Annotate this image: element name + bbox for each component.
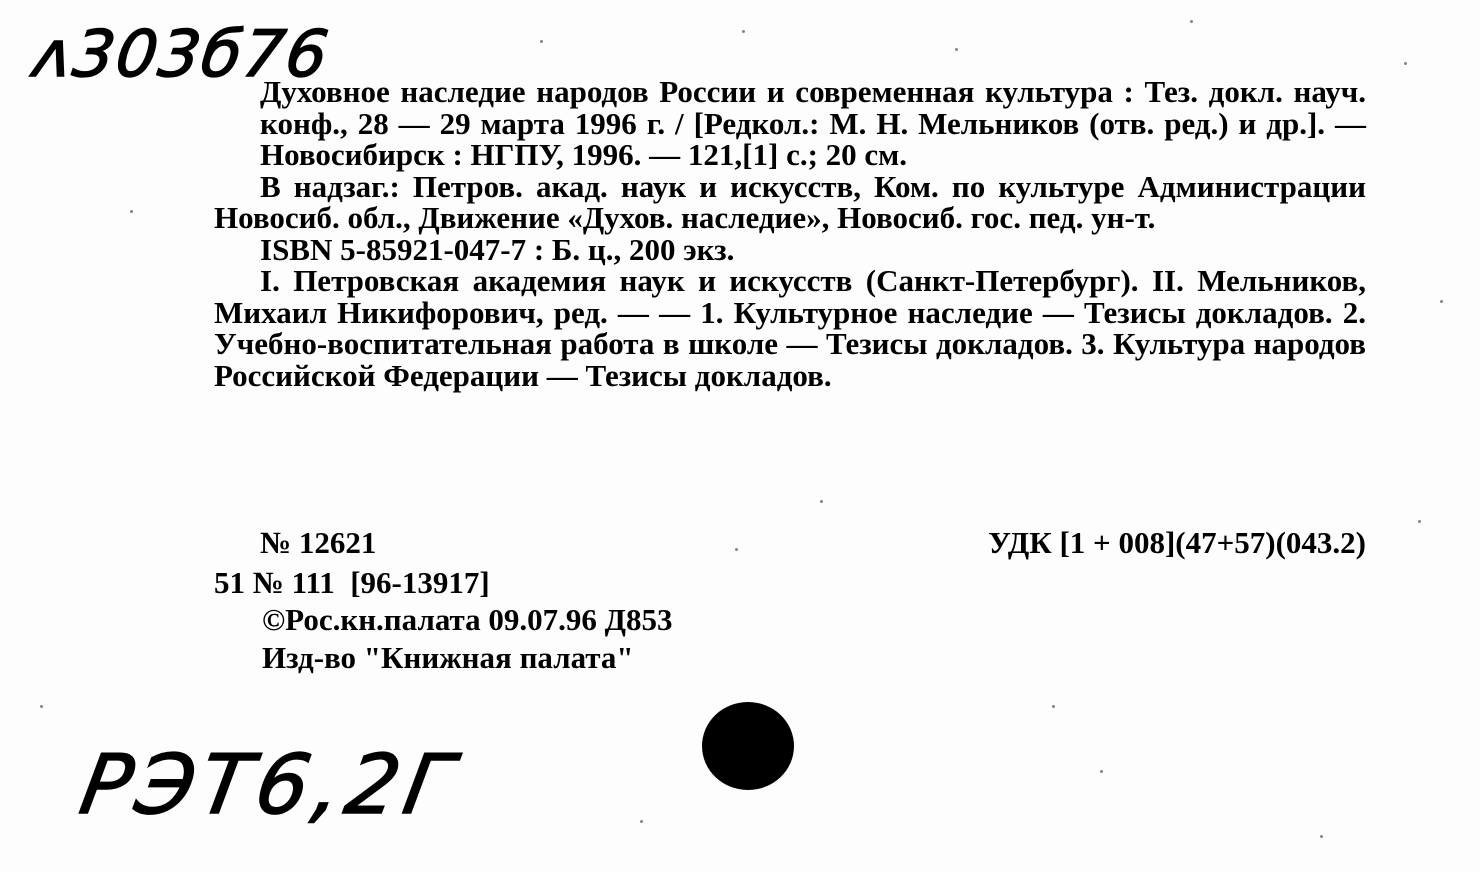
footer-line-2: ©Рос.кн.палата 09.07.96 Д853 [262, 602, 673, 637]
handwritten-shelf-mark-top: ʌ303б76 [28, 18, 335, 92]
footer-line-3: Изд-во "Книжная палата" [262, 640, 634, 675]
punch-hole [702, 702, 794, 790]
handwritten-shelf-mark-bottom: РЭТ6,2Г [73, 738, 466, 833]
entry-subject-headings: I. Петровская академия наук и искусств (Санкт-Петербург). II. Мельников, Михаил Никифорович, ред. — — 1. Культурное наследие — Тезисы докладов. 2. Учебно-воспитательная работа в школе — Тезисы докладов. 3. Культура народов Российской Федерации — Тезисы докладов. [214, 263, 1366, 393]
entry-isbn: ISBN 5-85921-047-7 : Б. ц., 200 экз. [260, 231, 735, 267]
entry-sponsor-paragraph: В надзаг.: Петров. акад. наук и искусств, Ком. по культуре Администрации Новосиб. обл., Движение «Духов. наследие», Новосиб. гос. пед. ун-т. [214, 168, 1366, 235]
footer-line-1: 51 № 111 [96-13917] [214, 565, 490, 600]
entry-title-paragraph: Духовное наследие народов России и современная культура : Тез. докл. науч. конф., 28 — 29 марта 1996 г. / [Редкол.: М. Н. Мельников (отв. ред.) и др.]. — Новосибирск : НГПУ, 1996. — 121,[1] с.; 20 см. [260, 74, 1366, 172]
udc-code: УДК [1 + 008](47+57)(043.2) [988, 525, 1366, 560]
bibliographic-entry [214, 76, 1366, 391]
registration-number: № 12621 [260, 525, 377, 560]
